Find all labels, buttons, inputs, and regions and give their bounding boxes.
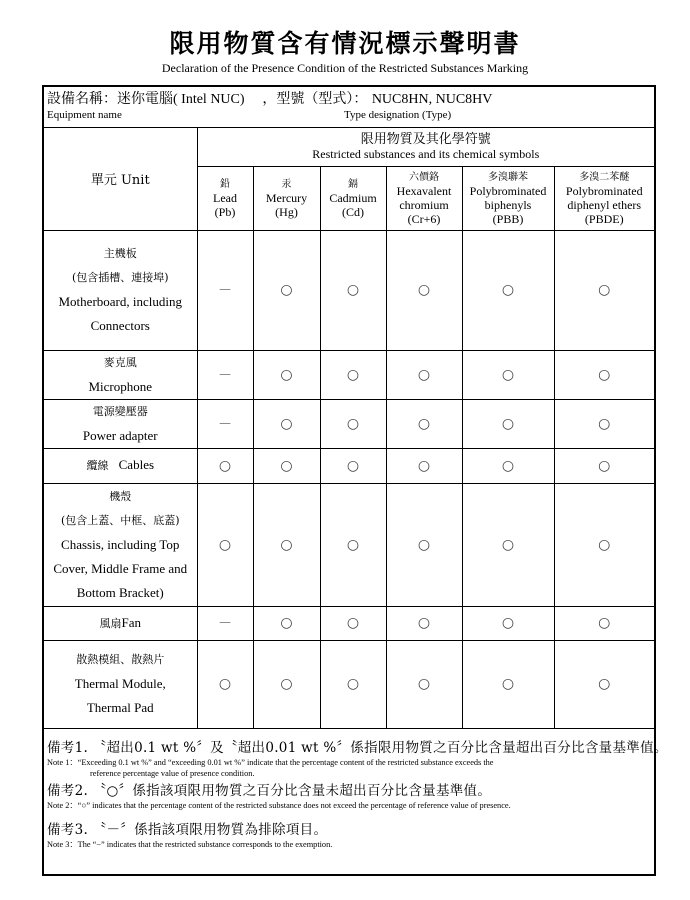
substances-table: [44, 128, 654, 729]
status-cell: －: [197, 230, 253, 350]
status-cell: ○: [462, 640, 554, 728]
declaration-frame: [42, 85, 668, 876]
status-cell: ○: [462, 606, 554, 640]
component-motherboard: 主機板 (包含插槽、連接埠) Motherboard, including Connectors: [44, 230, 197, 350]
note-2-en: Note 2：“○” indicates that the percentage content of the restricted substance does not exceed the percentage of reference value of presence.: [47, 801, 511, 810]
status-cell: ○: [462, 399, 554, 448]
model-number: NUC8HN, NUC8HV: [371, 92, 493, 107]
status-cell: ○: [462, 448, 554, 483]
type-label: ，型號（型式）：: [262, 91, 368, 107]
status-cell: ○: [554, 399, 654, 448]
note-1-en: Note 1：“Exceeding 0.1 wt %” and “exceeding 0.01 wt %” indicate that the percentage content of the restricted substance exceeds the: [47, 758, 494, 767]
substance-header: 汞 Mercury (Hg): [253, 166, 320, 230]
note-3-zh: 備考3. 〝－〞係指該項限用物質為排除項目。: [47, 822, 328, 838]
status-cell: ○: [320, 399, 386, 448]
equipment-name: ( Intel NUC): [173, 92, 245, 107]
document-subtitle: Declaration of the Presence Condition of the Restricted Substances Marking: [161, 61, 529, 75]
status-cell: ○: [253, 640, 320, 728]
status-cell: ○: [197, 448, 253, 483]
status-cell: ○: [253, 350, 320, 399]
component-microphone: 麥克風 Microphone: [44, 350, 197, 399]
table-row: [44, 640, 654, 728]
status-cell: ○: [320, 350, 386, 399]
status-cell: ○: [197, 640, 253, 728]
status-cell: ○: [253, 483, 320, 606]
status-cell: ○: [386, 606, 462, 640]
note-1-zh: 備考1. 〝超出0.1 wt %〞及〝超出0.01 wt %〞係指限用物質之百分比含量超出百分比含量基準值。: [47, 740, 668, 756]
status-cell: －: [197, 350, 253, 399]
table-row: [44, 483, 654, 606]
status-cell: －: [197, 606, 253, 640]
status-cell: ○: [320, 640, 386, 728]
status-cell: ○: [554, 640, 654, 728]
substance-header: 鉛 Lead (Pb): [197, 166, 253, 230]
substance-header: 鎘 Cadmium (Cd): [320, 166, 386, 230]
table-row: [44, 230, 654, 350]
note-2-zh: 備考2. 〝○〞係指該項限用物質之百分比含量未超出百分比含量基準值。: [47, 783, 492, 799]
status-cell: ○: [386, 448, 462, 483]
status-cell: ○: [554, 350, 654, 399]
status-cell: ○: [320, 483, 386, 606]
status-cell: ○: [554, 606, 654, 640]
status-cell: ○: [554, 448, 654, 483]
status-cell: ○: [253, 606, 320, 640]
substance-header: 多溴聯苯 Polybrominated biphenyls (PBB): [462, 166, 554, 230]
status-cell: ○: [386, 483, 462, 606]
equipment-label: 設備名稱：迷你電腦: [47, 91, 173, 107]
table-row: [44, 399, 654, 448]
note-1-en-cont: reference percentage value of presence condition.: [90, 769, 255, 778]
status-cell: ○: [253, 230, 320, 350]
note-3-en: Note 3：The “−” indicates that the restricted substance corresponds to the exemption.: [47, 840, 333, 849]
status-cell: ○: [554, 230, 654, 350]
unit-header: 單元 Unit: [44, 128, 197, 230]
equipment-info: [44, 87, 654, 128]
status-cell: ○: [386, 350, 462, 399]
equipment-label-en: Equipment name: [47, 109, 122, 121]
substance-header: 多溴二苯醚 Polybrominated diphenyl ethers (PBDE): [554, 166, 654, 230]
status-cell: ○: [462, 483, 554, 606]
status-cell: ○: [462, 350, 554, 399]
status-cell: ○: [386, 399, 462, 448]
status-cell: ○: [253, 399, 320, 448]
component-thermal-module: 散熱模組、散熱片 Thermal Module, Thermal Pad: [44, 640, 197, 728]
status-cell: ○: [320, 230, 386, 350]
status-cell: －: [197, 399, 253, 448]
substance-header: 六價鉻 Hexavalent chromium (Cr+6): [386, 166, 462, 230]
substances-group-header: 限用物質及其化學符號 Restricted substances and its chemical symbols: [197, 128, 654, 166]
table-row: [44, 606, 654, 640]
table-row: [44, 448, 654, 483]
component-fan: 風扇Fan: [44, 606, 197, 640]
status-cell: ○: [320, 606, 386, 640]
component-power-adapter: 電源變壓器 Power adapter: [44, 399, 197, 448]
equipment-line: [47, 90, 492, 109]
component-cables: 纜線 Cables: [44, 448, 197, 483]
status-cell: ○: [554, 483, 654, 606]
status-cell: ○: [462, 230, 554, 350]
table-row: [44, 350, 654, 399]
component-chassis: 機殼 (包含上蓋、中框、底蓋) Chassis, including Top Cover, Middle Frame and Bottom Bracket): [44, 483, 197, 606]
status-cell: ○: [320, 448, 386, 483]
type-label-en: Type designation (Type): [344, 109, 452, 121]
status-cell: ○: [197, 483, 253, 606]
status-cell: ○: [386, 640, 462, 728]
document-title: 限用物質含有情況標示聲明書: [169, 29, 521, 58]
status-cell: ○: [386, 230, 462, 350]
status-cell: ○: [253, 448, 320, 483]
